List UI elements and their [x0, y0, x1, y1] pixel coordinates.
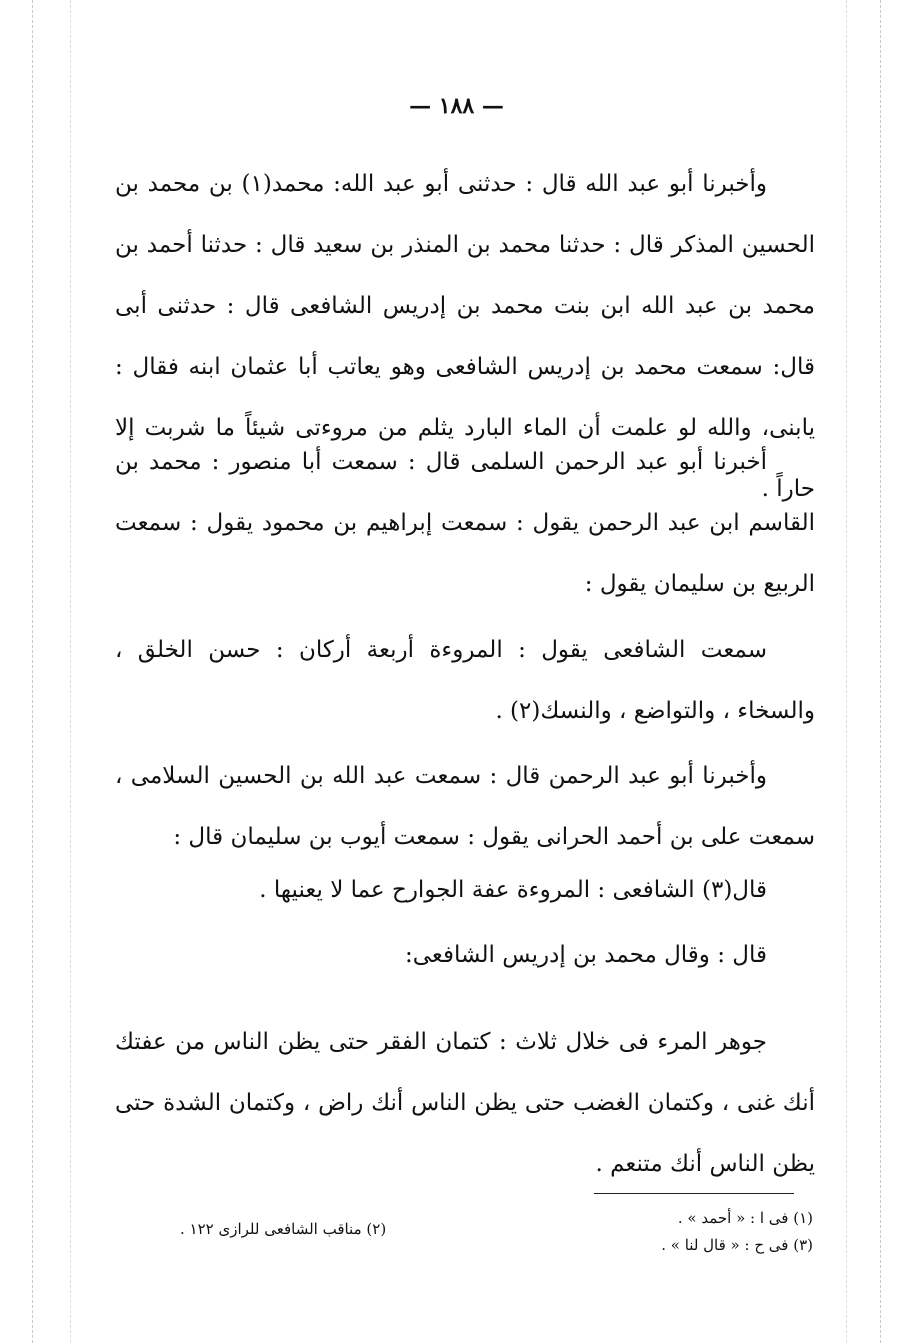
footnote-3: (٣) فى ح : « قال لنا » .: [661, 1236, 813, 1254]
scan-edge-right: [880, 0, 881, 1343]
paragraph-3: سمعت الشافعى يقول : المروءة أربعة أركان : حسن الخلق ، والسخاء ، والتواضع ، والنسك(٢) .: [115, 637, 815, 724]
scan-edge-left: [32, 0, 33, 1343]
paragraph-2: أخبرنا أبو عبد الرحمن السلمى قال : سمعت أبا منصور : محمد بن القاسم ابن عبد الرحمن يقول : سمعت إبراهيم بن محمود يقول : سمعت الربيع بن سليمان يقول :: [115, 449, 815, 597]
scan-edge-left-inner: [70, 0, 71, 1343]
page-number: — ١٨٨ —: [409, 93, 504, 119]
paragraph-1: وأخبرنا أبو عبد الله قال : حدثنى أبو عبد الله: محمد(١) بن محمد بن الحسين المذكر قال : حدثنا محمد بن المنذر بن سعيد قال : حدثنا أحمد بن محمد بن عبد الله ابن بنت محمد بن إدريس الشافعى قال : حدثنى أبى قال: سمعت محمد بن إدريس الشافعى وهو يعاتب أبا عثمان ابنه فقال : يابنى، والله لو علمت أن الماء البارد يثلم من مروءتى شيئاً ما شربت إلا حاراً .: [115, 171, 815, 502]
footnote-2: (٢) مناقب الشافعى للرازى ١٢٢ .: [180, 1220, 387, 1238]
footnote-divider: [594, 1193, 794, 1194]
footnotes-right-column: [661, 1205, 813, 1259]
paragraph-6: قال : وقال محمد بن إدريس الشافعى:: [405, 942, 767, 968]
footnote-1: (١) فى ا : « أحمد » .: [677, 1209, 813, 1227]
paragraph-4: وأخبرنا أبو عبد الرحمن قال : سمعت عبد الله بن الحسين السلامى ، سمعت على بن أحمد الحرانى يقول : سمعت أيوب بن سليمان قال :: [115, 763, 815, 850]
footnotes-left-column: [180, 1216, 386, 1243]
paragraph-5: قال(٣) الشافعى : المروءة عفة الجوارح عما لا يعنيها .: [259, 877, 767, 903]
paragraph-7: جوهر المرء فى خلال ثلاث : كتمان الفقر حتى يظن الناس من عفتك أنك غنى ، وكتمان الغضب حتى يظن الناس أنك راض ، وكتمان الشدة حتى يظن الناس أنك متنعم .: [115, 1029, 815, 1177]
scan-edge-right-inner: [846, 0, 847, 1343]
